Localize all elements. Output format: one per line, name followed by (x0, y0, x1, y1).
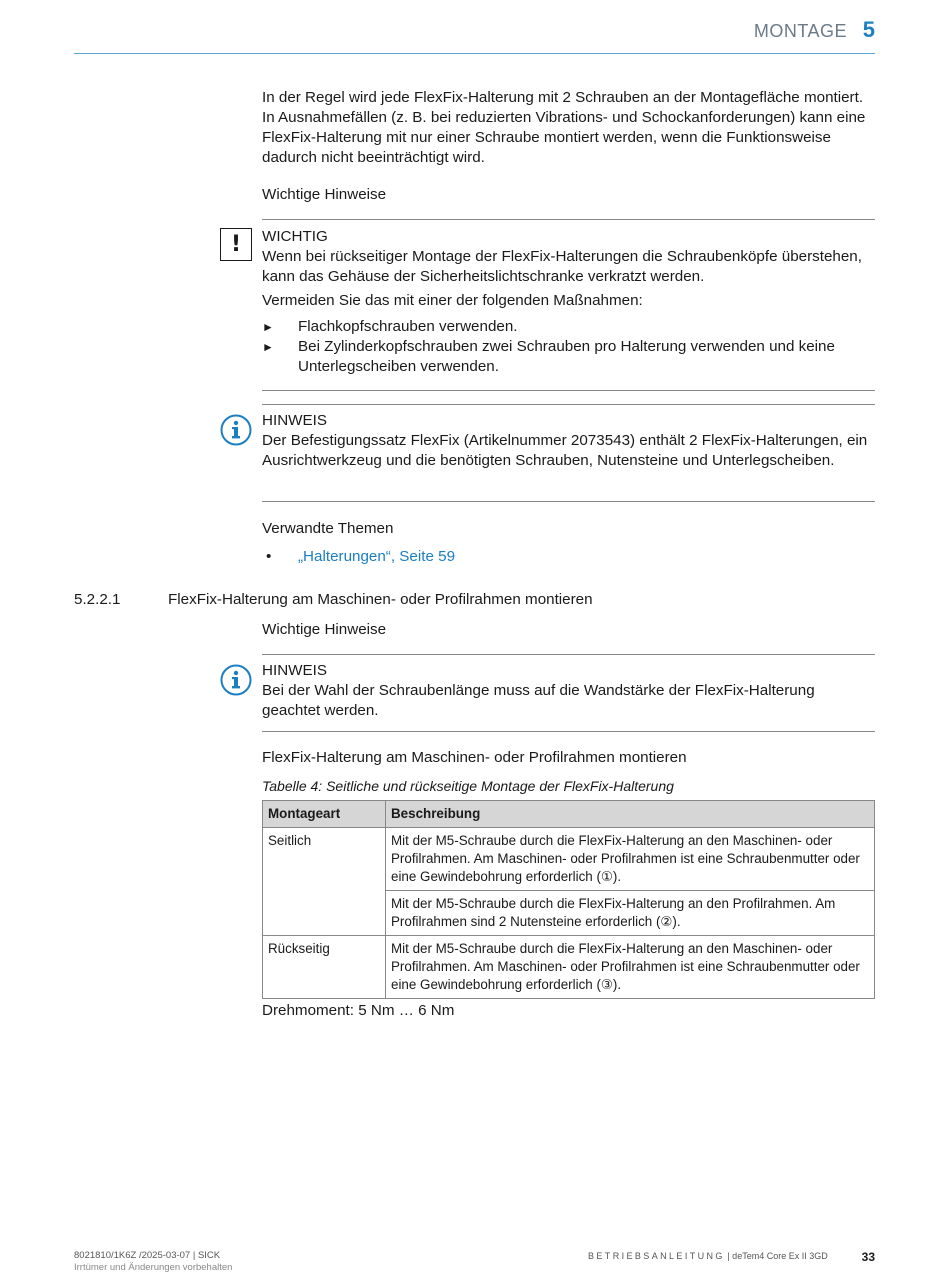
note-box (262, 404, 875, 502)
mount-type-cell: Rückseitig (263, 936, 386, 999)
table-row (263, 828, 875, 891)
procedure-heading: FlexFix-Halterung am Maschinen- oder Profilrahmen montieren (262, 749, 687, 766)
torque-spec: Drehmoment: 5 Nm … 6 Nm (262, 1002, 455, 1019)
section-number: 5.2.2.1 (74, 591, 121, 608)
table-header-row (263, 801, 875, 828)
product-name: | deTem4 Core Ex II 3GD (727, 1251, 828, 1261)
page-header (74, 16, 875, 54)
note-label: HINWEIS (262, 662, 327, 679)
info-circle-icon (220, 664, 252, 696)
footer-doc-info (74, 1250, 232, 1274)
table-row (263, 936, 875, 999)
important-notice (262, 219, 875, 391)
intro-block (262, 88, 875, 168)
footer-manual (588, 1251, 828, 1261)
table-caption: Tabelle 4: Seitliche und rückseitige Montage der FlexFix-Halterung (262, 778, 674, 794)
measure-list (262, 317, 875, 377)
note-text: Der Befestigungssatz FlexFix (Artikelnummer 2073543) enthält 2 FlexFix-Halterungen, ein Ausrichtwerkzeug und die benötigten Schrauben, Nutensteine und Unterlegscheiben. (262, 432, 868, 469)
chapter-title: MONTAGE (753, 21, 847, 41)
column-header: Montageart (263, 801, 386, 828)
related-heading: Verwandte Themen (262, 520, 394, 537)
exclamation-box-icon: ! (220, 228, 252, 261)
list-item: ► Bei Zylinderkopfschrauben zwei Schrauben pro Halterung verwenden und keine Unterlegscheiben verwenden. (262, 338, 835, 375)
hints-heading: Wichtige Hinweise (262, 186, 387, 203)
mounting-table-wrap (262, 800, 875, 999)
note-box (262, 654, 875, 732)
section-title: FlexFix-Halterung am Maschinen- oder Profilrahmen montieren (168, 591, 593, 608)
description-cell: Mit der M5-Schraube durch die FlexFix-Halterung an den Maschinen- oder Profilrahmen. Am Maschinen- oder Profilrahmen ist eine Schraubenmutter oder eine Gewindebohrung erforderlich (①). (386, 828, 875, 891)
info-circle-icon (220, 414, 252, 446)
arrow-bullet-icon: ► (262, 320, 274, 334)
page-number: 33 (861, 1250, 875, 1264)
intro-paragraph: In der Regel wird jede FlexFix-Halterung mit 2 Schrauben an der Montagefläche montiert. In Ausnahmefällen (z. B. bei reduzierten Vibrations- und Schockanforderungen) kann eine FlexFix-Halterung mit nur einer Schraube montiert werden, wenn die Funktionsweise dadurch nicht beeinträchtigt wird. (262, 89, 866, 166)
arrow-bullet-icon: ► (262, 340, 274, 354)
doc-id: 8021810/1K6Z /2025-03-07 | SICK (74, 1250, 221, 1261)
important-label: WICHTIG (262, 228, 328, 245)
mount-type-cell: Seitlich (263, 828, 386, 936)
related-link-halterungen[interactable]: „Halterungen“, Seite 59 (298, 548, 456, 565)
disclaimer: Irrtümer und Änderungen vorbehalten (74, 1262, 233, 1273)
dot-bullet-icon: • (266, 548, 272, 565)
important-lead: Vermeiden Sie das mit einer der folgenden Maßnahmen: (262, 292, 643, 309)
hints-heading: Wichtige Hinweise (262, 621, 387, 638)
mounting-table (262, 800, 875, 999)
note-label: HINWEIS (262, 412, 327, 429)
note-text: Bei der Wahl der Schraubenlänge muss auf die Wandstärke der FlexFix-Halterung geachtet werden. (262, 682, 815, 719)
column-header: Beschreibung (386, 801, 875, 828)
list-item: ► Flachkopfschrauben verwenden. (262, 318, 518, 335)
important-text: Wenn bei rückseitiger Montage der FlexFix-Halterungen die Schraubenköpfe überstehen, kann das Gehäuse der Sicherheitslichtschranke verkratzt werden. (262, 248, 862, 285)
chapter-number: 5 (862, 17, 875, 42)
description-cell: Mit der M5-Schraube durch die FlexFix-Halterung an den Maschinen- oder Profilrahmen. Am Maschinen- oder Profilrahmen ist eine Schraubenmutter oder eine Gewindebohrung erforderlich (③). (386, 936, 875, 999)
description-cell: Mit der M5-Schraube durch die FlexFix-Halterung an den Profilrahmen. Am Profilrahmen sind 2 Nutensteine erforderlich (②). (386, 891, 875, 936)
manual-label: BETRIEBSANLEITUNG (588, 1251, 725, 1261)
